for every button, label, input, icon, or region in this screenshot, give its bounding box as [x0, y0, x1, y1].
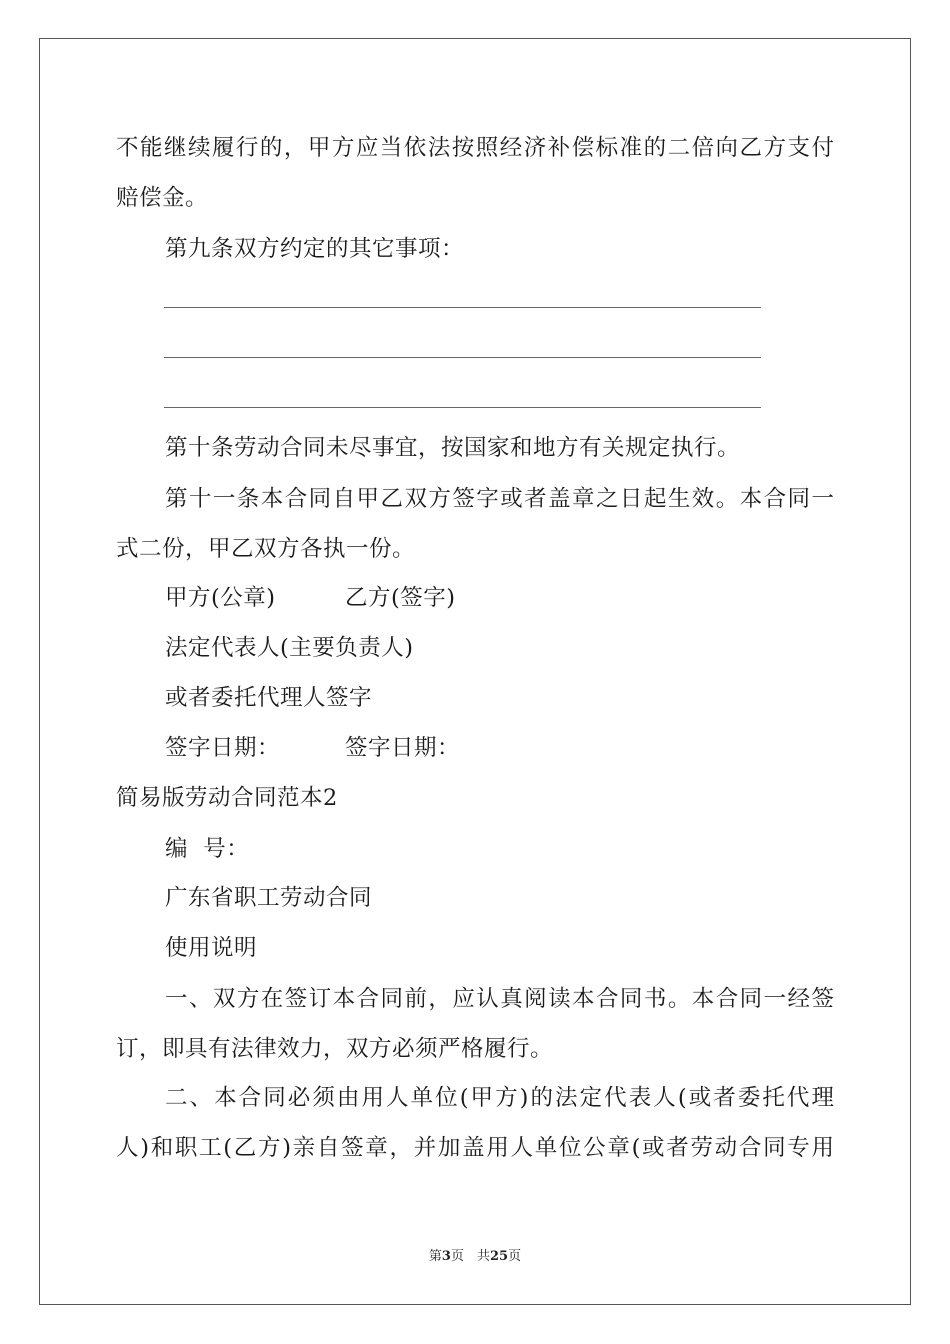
blank-fill-line	[164, 307, 761, 308]
legal-rep-label: 法定代表人(主要负责人)	[165, 635, 414, 661]
instruction-item-line: 人)和职工(乙方)亲自签章，并加盖用人单位公章(或者劳动合同专用	[116, 1135, 834, 1161]
instruction-item-line: 二、本合同必须由用人单位(甲方)的法定代表人(或者委托代理	[165, 1085, 834, 1111]
blank-fill-line	[164, 357, 761, 358]
instruction-item-line: 订，即具有法律效力，双方必须严格履行。	[116, 1036, 554, 1062]
agent-sign-label: 或者委托代理人签字	[165, 685, 373, 711]
paragraph-line: 不能继续履行的，甲方应当依法按照经济补偿标准的二倍向乙方支付	[116, 135, 834, 161]
footer-mid: 页 共	[450, 1249, 490, 1264]
date-a-label: 签字日期：	[165, 735, 281, 761]
paragraph-line: 赔偿金。	[116, 185, 209, 211]
article-10: 第十条劳动合同未尽事宜，按国家和地方有关规定执行。	[165, 435, 741, 461]
footer-suffix: 页	[508, 1249, 522, 1264]
party-a-seal-label: 甲方(公章)	[165, 585, 276, 611]
instruction-item-line: 一、双方在签订本合同前，应认真阅读本合同书。本合同一经签	[165, 986, 834, 1012]
article-11-line: 第十一条本合同自甲乙双方签字或者盖章之日起生效。本合同一	[165, 486, 834, 512]
article-11-line: 式二份，甲乙双方各执一份。	[116, 536, 416, 562]
contract-title: 广东省职工劳动合同	[165, 885, 373, 911]
section-heading: 简易版劳动合同范本2	[116, 785, 338, 811]
date-b-label: 签字日期：	[345, 735, 461, 761]
current-page-number: 3	[441, 1249, 451, 1264]
page-border	[39, 38, 911, 1305]
signature-row	[165, 583, 276, 613]
footer-prefix: 第	[428, 1249, 442, 1264]
article-9: 第九条双方约定的其它事项：	[165, 236, 465, 262]
party-b-sign-label: 乙方(签字)	[345, 585, 456, 611]
number-label: 编 号：	[165, 836, 250, 862]
total-pages-number: 25	[489, 1249, 509, 1264]
blank-fill-line	[164, 407, 761, 408]
page-footer	[0, 1249, 950, 1265]
instructions-title: 使用说明	[165, 935, 258, 961]
